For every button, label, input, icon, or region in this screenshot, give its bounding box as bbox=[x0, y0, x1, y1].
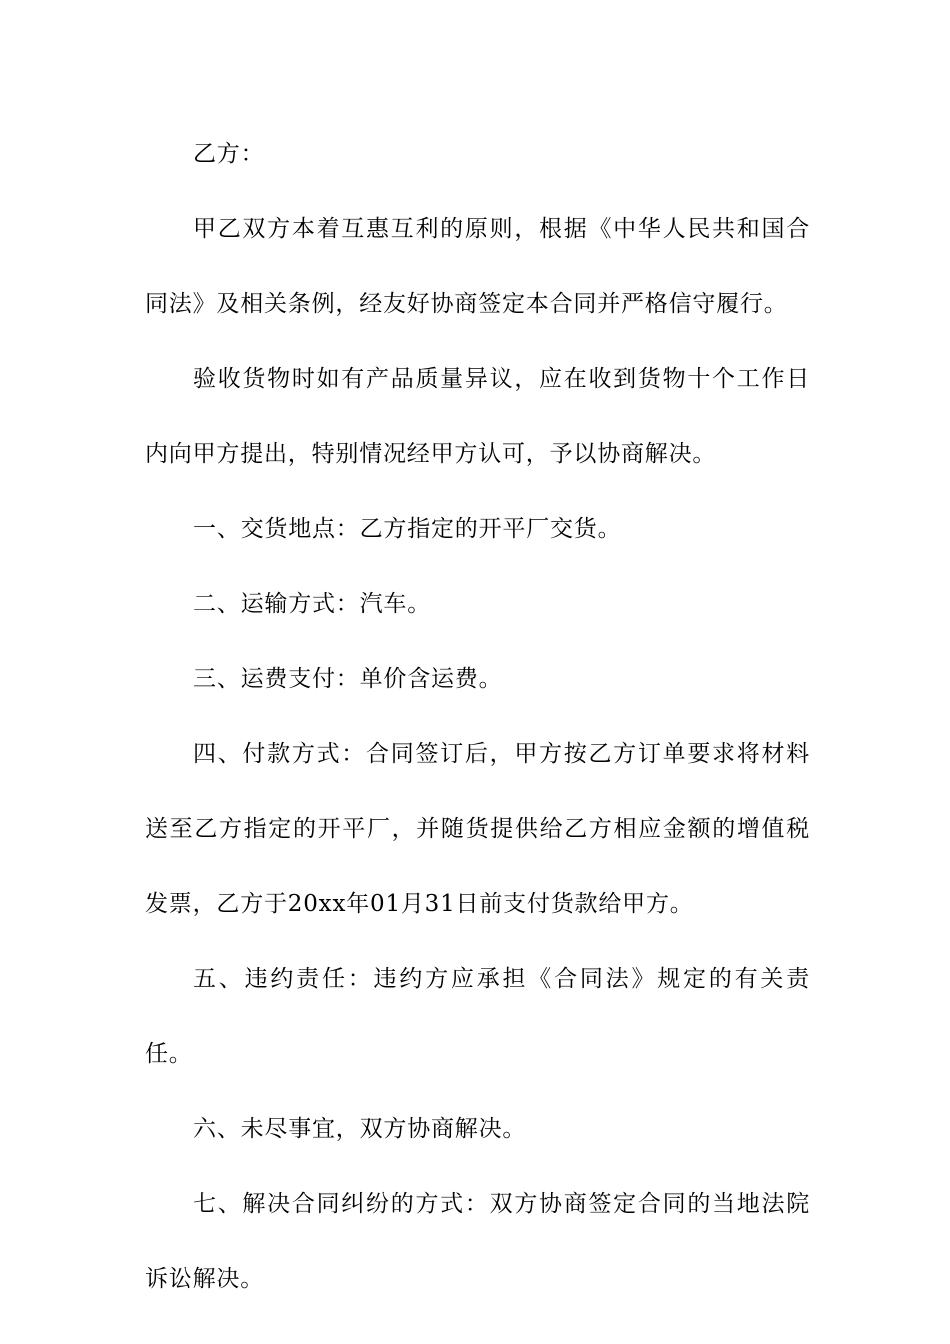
paragraph-freight-payment: 三、运费支付：单价含运费。 bbox=[193, 666, 503, 692]
paragraph-preamble: 甲乙双方本着互惠互利的原则，根据《中华人民共和国合同法》及相关条例，经友好协商签定本合同并严格信守履行。 bbox=[145, 216, 810, 317]
paragraph-quality-objection: 验收货物时如有产品质量异议，应在收到货物十个工作日内向甲方提出，特别情况经甲方认可，予以协商解决。 bbox=[145, 366, 810, 467]
paragraph-payment-method: 四、付款方式：合同签订后，甲方按乙方订单要求将材料送至乙方指定的开平厂，并随货提供给乙方相应金额的增值税发票，乙方于20xx年01月31日前支付货款给甲方。 bbox=[145, 741, 810, 917]
paragraph-party-b: 乙方： bbox=[193, 141, 265, 167]
paragraph-breach-liability: 五、违约责任：违约方应承担《合同法》规定的有关责任。 bbox=[145, 966, 810, 1067]
document-body bbox=[145, 117, 810, 1317]
paragraph-unresolved-matters: 六、未尽事宜，双方协商解决。 bbox=[193, 1116, 527, 1142]
paragraph-dispute-resolution: 七、解决合同纠纷的方式：双方协商签定合同的当地法院诉讼解决。 bbox=[145, 1191, 810, 1292]
paragraph-transport-method: 二、运输方式：汽车。 bbox=[193, 591, 431, 617]
paragraph-delivery-location: 一、交货地点：乙方指定的开平厂交货。 bbox=[193, 516, 622, 542]
